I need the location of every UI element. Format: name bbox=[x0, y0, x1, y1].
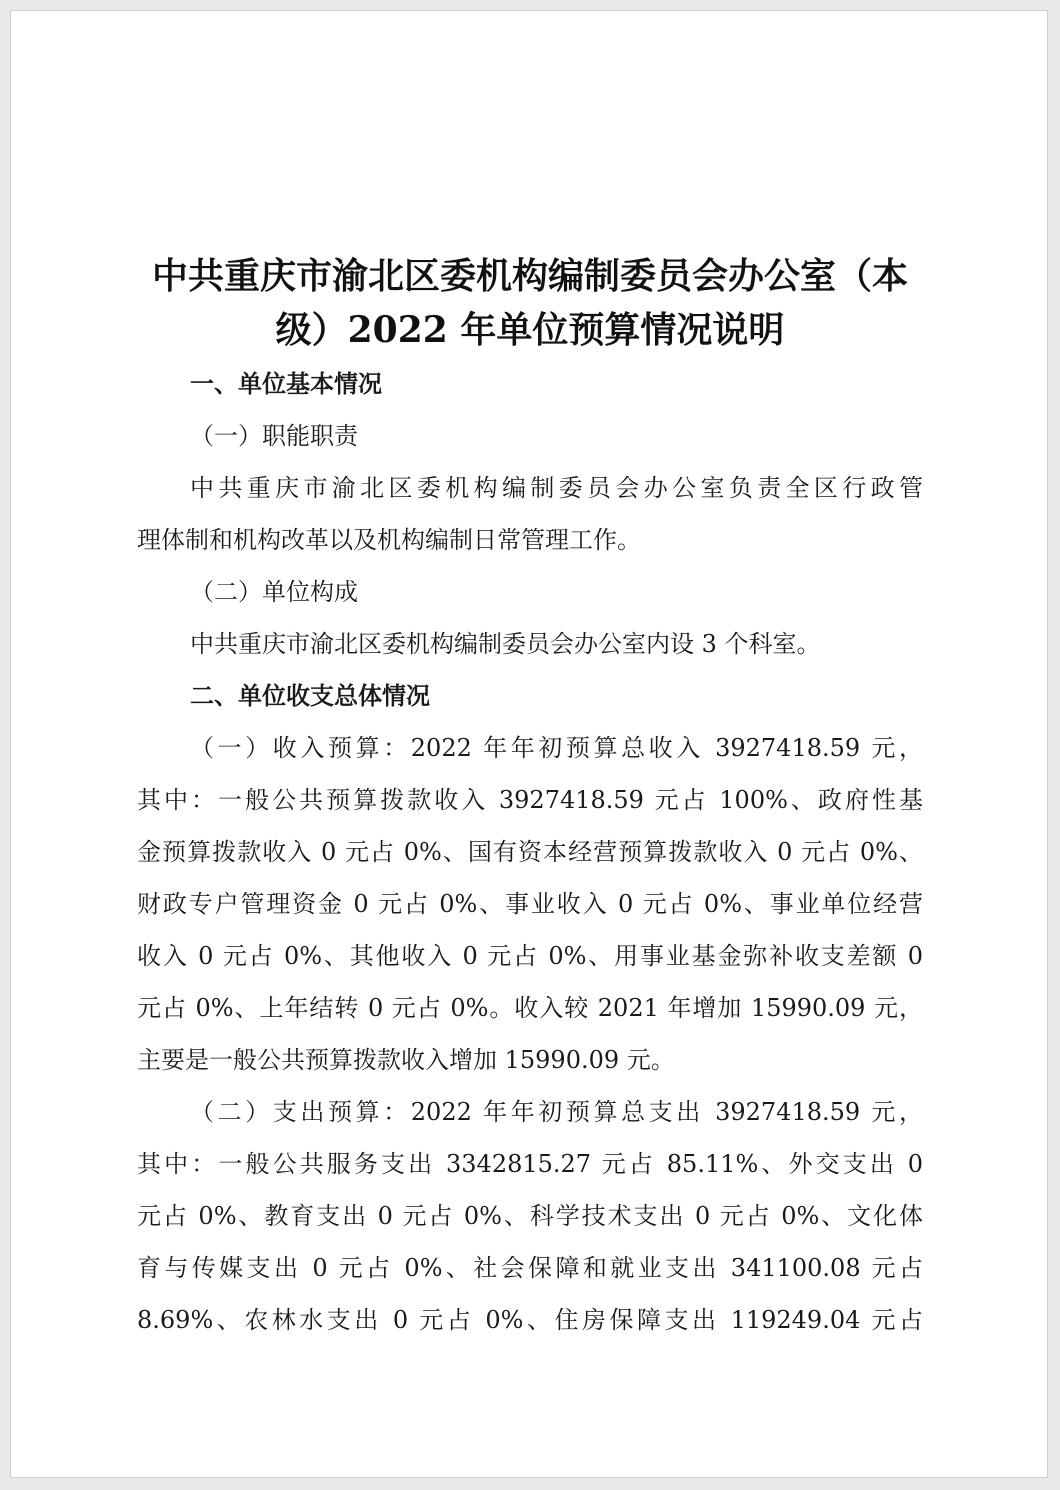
paragraph-line: （二）支出预算：2022 年年初预算总支出 3927418.59 元， bbox=[190, 1098, 923, 1126]
section-2-heading: 二、单位收支总体情况 bbox=[190, 682, 430, 710]
section-1-heading: 一、单位基本情况 bbox=[190, 370, 382, 398]
paragraph-line: 中共重庆市渝北区委机构编制委员会办公室内设 3 个科室。 bbox=[190, 630, 821, 658]
paragraph-line: 元占 0%、教育支出 0 元占 0%、科学技术支出 0 元占 0%、文化体 bbox=[137, 1202, 923, 1230]
paragraph-line: 收入 0 元占 0%、其他收入 0 元占 0%、用事业基金弥补收支差额 0 bbox=[137, 942, 923, 970]
paragraph-line: 中共重庆市渝北区委机构编制委员会办公室负责全区行政管 bbox=[190, 474, 923, 502]
paragraph-line: 其中：一般公共服务支出 3342815.27 元占 85.11%、外交支出 0 bbox=[137, 1150, 923, 1178]
paragraph-line: 主要是一般公共预算拨款收入增加 15990.09 元。 bbox=[137, 1046, 675, 1074]
paragraph-line: 财政专户管理资金 0 元占 0%、事业收入 0 元占 0%、事业单位经营 bbox=[137, 890, 923, 918]
paragraph-line: 其中：一般公共预算拨款收入 3927418.59 元占 100%、政府性基 bbox=[137, 786, 923, 814]
document-title-line-2: 级）2022 年单位预算情况说明 bbox=[275, 309, 785, 351]
document-title-line-1: 中共重庆市渝北区委机构编制委员会办公室（本 bbox=[151, 255, 908, 297]
subsection-composition-heading: （二）单位构成 bbox=[190, 578, 358, 606]
subsection-duties-heading: （一）职能职责 bbox=[190, 422, 358, 450]
paragraph-line: 金预算拨款收入 0 元占 0%、国有资本经营预算拨款收入 0 元占 0%、 bbox=[137, 838, 923, 866]
paragraph-line: 育与传媒支出 0 元占 0%、社会保障和就业支出 341100.08 元占 bbox=[137, 1254, 923, 1282]
paragraph-line: 元占 0%、上年结转 0 元占 0%。收入较 2021 年增加 15990.09 元， bbox=[137, 994, 923, 1022]
paragraph-line: （一）收入预算：2022 年年初预算总收入 3927418.59 元， bbox=[190, 734, 923, 762]
paragraph-line: 理体制和机构改革以及机构编制日常管理工作。 bbox=[137, 526, 641, 554]
paragraph-line: 8.69%、农林水支出 0 元占 0%、住房保障支出 119249.04 元占 bbox=[137, 1306, 923, 1334]
